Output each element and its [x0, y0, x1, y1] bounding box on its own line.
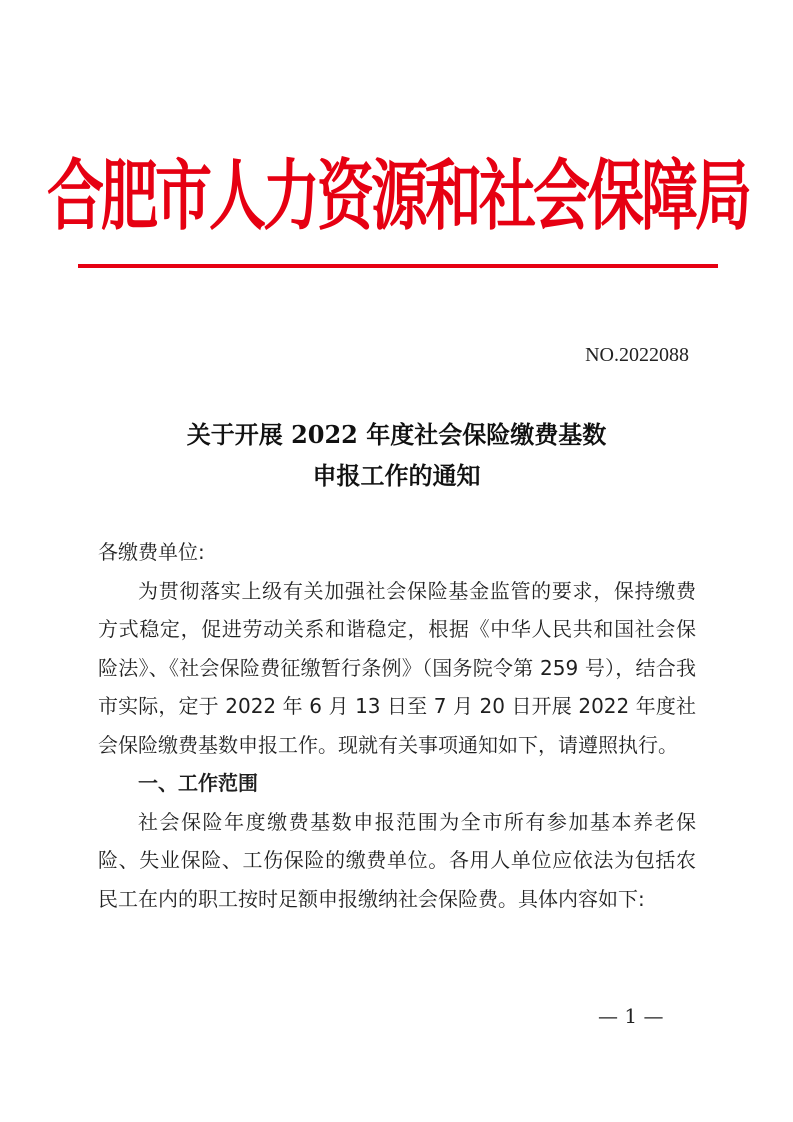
- issuer-title: 合肥市人力资源和社会保障局: [47, 150, 749, 242]
- masthead: [47, 135, 749, 245]
- section-heading-work-scope: 一、工作范围: [138, 771, 258, 795]
- document-title: [0, 414, 793, 496]
- paragraph-intro: 为贯彻落实上级有关加强社会保险基金监管的要求，保持缴费方式稳定，促进劳动关系和谐稳定，根据《中华人民共和国社会保险法》、《社会保险费征缴暂行条例》（国务院令第 259 号），结合我市实际，定于 2022 年 6 月 13 日至 7 月 20 日开展 2022 年度社会保险缴费基数申报工作。现就有关事项通知如下，请遵照执行。: [98, 578, 696, 757]
- document-title-line-2: 申报工作的通知: [312, 461, 481, 490]
- document-body: [98, 533, 696, 918]
- document-number: NO.2022088: [585, 344, 689, 366]
- page-number: — 1 —: [598, 1004, 664, 1028]
- red-divider-line: [78, 264, 718, 268]
- paragraph-scope: 社会保险年度缴费基数申报范围为全市所有参加基本养老保险、失业保险、工伤保险的缴费单位。各用人单位应依法为包括农民工在内的职工按时足额申报缴纳社会保险费。具体内容如下:: [98, 809, 696, 911]
- salutation: 各缴费单位:: [98, 540, 205, 564]
- document-title-line-1: 关于开展 2022 年度社会保险缴费基数: [186, 420, 607, 449]
